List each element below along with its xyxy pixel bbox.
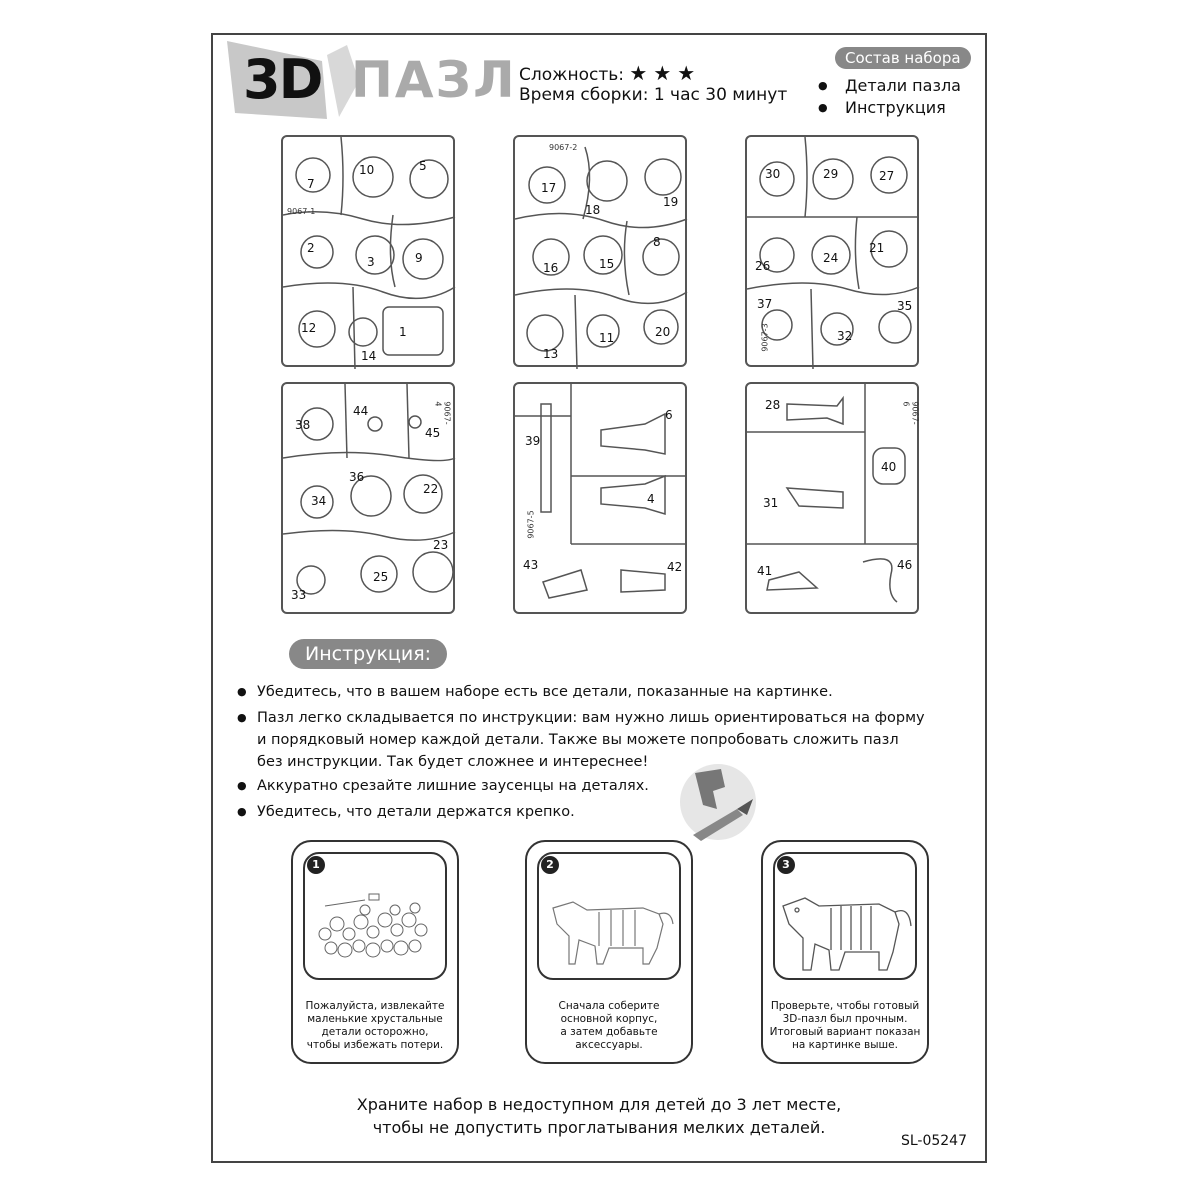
sheet-code: 9067-1 — [287, 207, 316, 216]
piece-number: 37 — [757, 297, 773, 311]
star-icon: ★ — [653, 61, 678, 85]
piece-number: 45 — [425, 426, 441, 440]
step-number-badge: 2 — [541, 856, 559, 874]
assembly-time: Время сборки: 1 час 30 минут — [519, 85, 788, 105]
piece-number: 7 — [307, 177, 315, 191]
puzzle-sheet-4 — [281, 382, 455, 614]
instruction-bullet: ● Убедитесь, что в вашем наборе есть все детали, показанные на картинке. — [237, 681, 833, 703]
piece-number: 9 — [415, 251, 423, 265]
piece-number: 39 — [525, 434, 541, 448]
difficulty-stars — [629, 61, 701, 85]
sku-code: SL-05247 — [900, 1133, 967, 1149]
kit-item: ● Детали пазла — [818, 76, 961, 95]
partial-tiger-illustration — [539, 854, 679, 978]
instruction-bullet: ● Убедитесь, что детали держатся крепко. — [237, 801, 575, 823]
finished-tiger-illustration — [775, 854, 915, 978]
piece-number: 32 — [837, 329, 853, 343]
sheet-code: 9067-2 — [549, 143, 578, 152]
piece-number: 10 — [359, 163, 375, 177]
step-image-frame — [537, 852, 681, 980]
piece-number: 16 — [543, 261, 559, 275]
piece-number: 31 — [763, 496, 779, 510]
piece-number: 12 — [301, 321, 317, 335]
step-card-1 — [291, 840, 459, 1064]
piece-number: 20 — [655, 325, 671, 339]
piece-number: 19 — [663, 195, 679, 209]
piece-number: 21 — [869, 241, 885, 255]
puzzle-sheet-1 — [281, 135, 455, 367]
piece-number: 44 — [353, 404, 369, 418]
puzzle-sheet-2 — [513, 135, 687, 367]
piece-number: 14 — [361, 349, 377, 363]
puzzle-sheet-5 — [513, 382, 687, 614]
piece-number: 11 — [599, 331, 615, 345]
piece-number: 33 — [291, 588, 307, 602]
star-icon: ★ — [677, 61, 702, 85]
piece-number: 30 — [765, 167, 781, 181]
piece-number: 17 — [541, 181, 557, 195]
piece-number: 42 — [667, 560, 683, 574]
piece-number: 34 — [311, 494, 327, 508]
instruction-bullet: ● Аккуратно срезайте лишние заусенцы на деталях. — [237, 775, 649, 797]
piece-number: 28 — [765, 398, 781, 412]
piece-number: 13 — [543, 347, 559, 361]
logo-3d-text: 3D — [243, 48, 322, 111]
step-image-frame — [303, 852, 447, 980]
piece-number: 2 — [307, 241, 315, 255]
piece-number: 35 — [897, 299, 913, 313]
instruction-sheet — [211, 33, 987, 1163]
step-card-2 — [525, 840, 693, 1064]
piece-number: 23 — [433, 538, 449, 552]
step-number-badge: 1 — [307, 856, 325, 874]
kit-item: ● Инструкция — [818, 98, 946, 117]
step-card-3 — [761, 840, 929, 1064]
sheet-code: 9067-6 — [901, 401, 920, 425]
difficulty-row — [519, 61, 701, 85]
piece-number: 8 — [653, 235, 661, 249]
piece-number: 15 — [599, 257, 615, 271]
puzzle-sheet-6 — [745, 382, 919, 614]
sheet-code: 9067-4 — [433, 401, 452, 425]
safety-warning: Храните набор в недоступном для детей до 3 лет месте, чтобы не допустить проглатывания мелких деталей. — [356, 1095, 842, 1137]
logo-word-text: ПАЗЛ — [351, 51, 517, 109]
piece-number: 46 — [897, 558, 913, 572]
instruction-title: Инструкция: — [289, 639, 447, 669]
step-caption: Пожалуйста, извлекайте маленькие хрустальные детали осторожно, чтобы избежать потери. — [305, 1000, 445, 1051]
piece-number: 3 — [367, 255, 375, 269]
sheet-code: 9067-5 — [526, 510, 536, 539]
piece-number: 38 — [295, 418, 311, 432]
step-caption: Сначала соберите основной корпус, а затем добавьте аксессуары. — [558, 1000, 660, 1051]
piece-number: 6 — [665, 408, 673, 422]
piece-number: 5 — [419, 159, 427, 173]
piece-number: 40 — [881, 460, 897, 474]
piece-number: 26 — [755, 259, 771, 273]
star-icon: ★ — [629, 61, 654, 85]
piece-number: 29 — [823, 167, 839, 181]
kit-title: Состав набора — [835, 47, 971, 69]
piece-number: 24 — [823, 251, 839, 265]
piece-number: 1 — [399, 325, 407, 339]
step-image-frame — [773, 852, 917, 980]
piece-number: 25 — [373, 570, 389, 584]
difficulty-label: Сложность: — [519, 65, 624, 85]
instruction-bullet: ● Пазл легко складывается по инструкции: вам нужно лишь ориентироваться на форму и порядковый номер каждой детали. Также вы можете попробовать сложить пазл без инструкции. Так будет сложнее и интереснее! — [237, 707, 925, 773]
piece-number: 36 — [349, 470, 365, 484]
piece-number: 4 — [647, 492, 655, 506]
sheet-code: 9067-3 — [760, 323, 770, 352]
piece-number: 27 — [879, 169, 895, 183]
step-number-badge: 3 — [777, 856, 795, 874]
piece-number: 43 — [523, 558, 539, 572]
step-caption: Проверьте, чтобы готовый 3D-пазл был прочным. Итоговый вариант показан на картинке выше. — [769, 1000, 921, 1051]
scattered-pieces-illustration — [305, 854, 445, 978]
craft-knife-illustration — [673, 757, 763, 847]
piece-number: 18 — [585, 203, 601, 217]
logo — [227, 41, 517, 121]
piece-number: 22 — [423, 482, 439, 496]
puzzle-sheet-3 — [745, 135, 919, 367]
piece-number: 41 — [757, 564, 773, 578]
